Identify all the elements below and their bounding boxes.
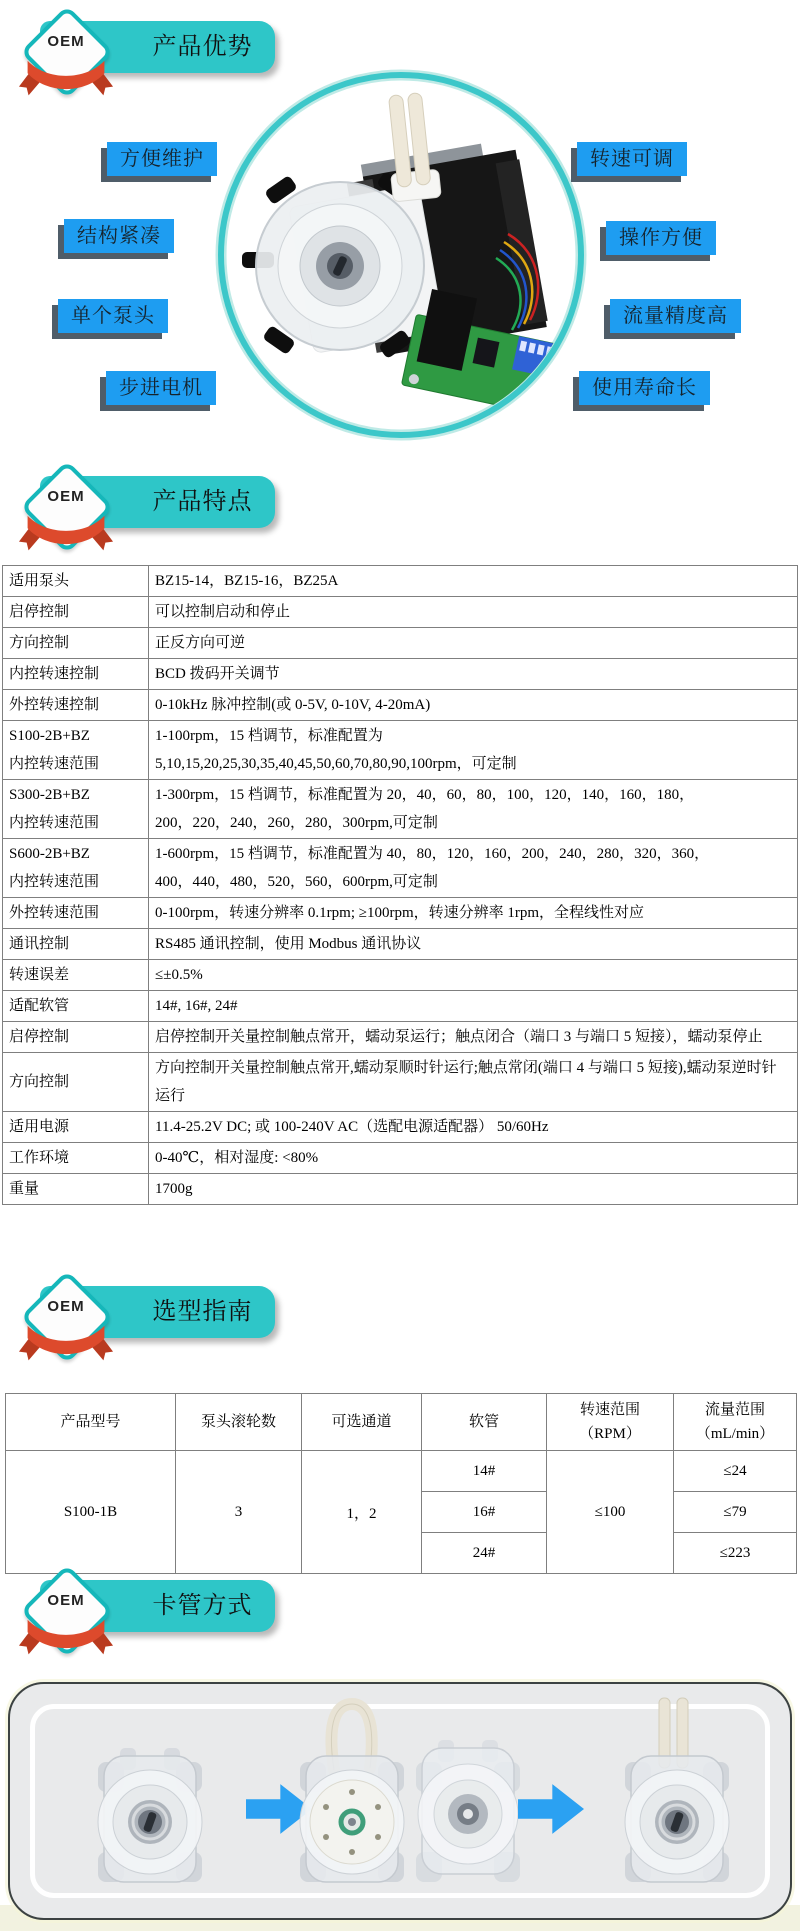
channels-cell: 1，2	[302, 1451, 422, 1574]
rollers-cell: 3	[176, 1451, 302, 1574]
spec-value-cell: 14#, 16#, 24#	[149, 991, 798, 1022]
spec-value-cell: 正反方向可逆	[149, 628, 798, 659]
spec-row	[3, 721, 798, 780]
oem-badge	[18, 1268, 114, 1364]
spec-row	[3, 1112, 798, 1143]
spec-value-cell: 11.4-25.2V DC; 或 100-240V AC（选配电源适配器） 50/60Hz	[149, 1112, 798, 1143]
feature-stepper-motor: 步进电机	[106, 371, 216, 405]
feature-speed-adjustable: 转速可调	[577, 142, 687, 176]
feature-compact-structure: 结构紧凑	[64, 219, 174, 253]
pump-head-step3-illustration	[398, 1692, 538, 1892]
spec-value-cell: 1-100rpm，15 档调节，标准配置为 5,10,15,20,25,30,35,40,45,50,60,70,80,90,100rpm，可定制	[149, 721, 798, 780]
section-header-features	[10, 458, 300, 558]
selection-col-header: 产品型号	[6, 1394, 176, 1451]
oem-badge-label: OEM	[47, 33, 85, 50]
spec-label-cell: S300-2B+BZ 内控转速范围	[3, 780, 149, 839]
oem-badge	[18, 3, 114, 99]
spec-row	[3, 628, 798, 659]
spec-label-cell: 转速误差	[3, 960, 149, 991]
tubing-cell: 24#	[422, 1533, 547, 1574]
spec-label-cell: 工作环境	[3, 1143, 149, 1174]
spec-value-cell: 可以控制启动和停止	[149, 597, 798, 628]
spec-row	[3, 1022, 798, 1053]
section-title: 选型指南	[152, 1298, 253, 1325]
spec-label-cell: 外控转速控制	[3, 690, 149, 721]
spec-row	[3, 1053, 798, 1112]
spec-value-cell: 1700g	[149, 1174, 798, 1205]
feature-single-pump-head: 单个泵头	[58, 299, 168, 333]
spec-label-cell: 通讯控制	[3, 929, 149, 960]
ribbon-icon	[18, 1324, 114, 1364]
tubing-cell: 16#	[422, 1492, 547, 1533]
spec-label-cell: 启停控制	[3, 597, 149, 628]
spec-row	[3, 780, 798, 839]
pump-photo-illustration	[212, 66, 590, 444]
ribbon-icon	[18, 1618, 114, 1658]
flow-range-cell: ≤223	[674, 1533, 797, 1574]
spec-row	[3, 659, 798, 690]
model-cell: S100-1B	[6, 1451, 176, 1574]
oem-badge-label: OEM	[47, 1298, 85, 1315]
section-header-clamping	[10, 1562, 300, 1662]
feature-easy-operation: 操作方便	[606, 221, 716, 255]
spec-label-cell: S600-2B+BZ 内控转速范围	[3, 839, 149, 898]
spec-label-cell: 外控转速范围	[3, 898, 149, 929]
spec-label-cell: 重量	[3, 1174, 149, 1205]
spec-label-cell: 方向控制	[3, 628, 149, 659]
pump-head-step1-illustration	[80, 1692, 220, 1892]
spec-label-cell: 内控转速控制	[3, 659, 149, 690]
flow-range-cell: ≤79	[674, 1492, 797, 1533]
selection-row	[6, 1451, 797, 1492]
spec-row	[3, 690, 798, 721]
spec-value-cell: 方向控制开关量控制触点常开,蠕动泵顺时针运行;触点常闭(端口 4 与端口 5 短接),蠕动泵逆时针运行	[149, 1053, 798, 1112]
flow-range-cell: ≤24	[674, 1451, 797, 1492]
spec-value-cell: BCD 拨码开关调节	[149, 659, 798, 690]
speed-range-cell: ≤100	[547, 1451, 674, 1574]
pump-head-step4-illustration	[607, 1692, 747, 1892]
spec-label-cell: 适用电源	[3, 1112, 149, 1143]
spec-row	[3, 839, 798, 898]
feature-easy-maintenance: 方便维护	[107, 142, 217, 176]
spec-value-cell: 1-600rpm，15 档调节，标准配置为 40，80，120，160，200，240，280，320，360， 400，440，480，520，560，600rpm,可定制	[149, 839, 798, 898]
tubing-cell: 14#	[422, 1451, 547, 1492]
product-photo-circle	[212, 66, 590, 444]
selection-col-header: 软管	[422, 1394, 547, 1451]
feature-flow-accuracy: 流量精度高	[610, 299, 741, 333]
selection-col-header: 泵头滚轮数	[176, 1394, 302, 1451]
selection-table	[5, 1393, 797, 1574]
selection-header-row	[6, 1394, 797, 1451]
spec-value-cell: 0-100rpm，转速分辨率 0.1rpm; ≥100rpm，转速分辨率 1rpm，全程线性对应	[149, 898, 798, 929]
ribbon-icon	[18, 514, 114, 554]
selection-col-header: 可选通道	[302, 1394, 422, 1451]
spec-row	[3, 1143, 798, 1174]
section-title: 产品优势	[152, 33, 253, 60]
selection-col-header: 转速范围 （RPM）	[547, 1394, 674, 1451]
spec-row	[3, 1174, 798, 1205]
section-header-selection	[10, 1268, 300, 1368]
spec-row	[3, 991, 798, 1022]
spec-row	[3, 597, 798, 628]
spec-label-cell: S100-2B+BZ 内控转速范围	[3, 721, 149, 780]
spec-label-cell: 启停控制	[3, 1022, 149, 1053]
oem-badge	[18, 458, 114, 554]
features-spec-table	[2, 565, 798, 1205]
spec-value-cell: 启停控制开关量控制触点常开，蠕动泵运行；触点闭合（端口 3 与端口 5 短接），蠕动泵停止	[149, 1022, 798, 1053]
spec-value-cell: 0-40℃，相对湿度: <80%	[149, 1143, 798, 1174]
oem-badge-label: OEM	[47, 488, 85, 505]
spec-label-cell: 方向控制	[3, 1053, 149, 1112]
oem-badge-label: OEM	[47, 1592, 85, 1609]
ribbon-icon	[18, 59, 114, 99]
spec-row	[3, 898, 798, 929]
spec-value-cell: ≤±0.5%	[149, 960, 798, 991]
spec-label-cell: 适用泵头	[3, 566, 149, 597]
spec-value-cell: BZ15-14，BZ15-16，BZ25A	[149, 566, 798, 597]
selection-col-header: 流量范围 （mL/min）	[674, 1394, 797, 1451]
spec-label-cell: 适配软管	[3, 991, 149, 1022]
feature-long-service-life: 使用寿命长	[579, 371, 710, 405]
spec-row	[3, 566, 798, 597]
section-title: 卡管方式	[152, 1592, 253, 1619]
oem-badge	[18, 1562, 114, 1658]
spec-row	[3, 929, 798, 960]
spec-value-cell: RS485 通讯控制，使用 Modbus 通讯协议	[149, 929, 798, 960]
spec-row	[3, 960, 798, 991]
spec-value-cell: 0-10kHz 脉冲控制(或 0-5V, 0-10V, 4-20mA)	[149, 690, 798, 721]
spec-value-cell: 1-300rpm，15 档调节，标准配置为 20，40，60，80，100，120，140，160，180， 200，220，240，260，280，300rpm,可定制	[149, 780, 798, 839]
section-title: 产品特点	[152, 488, 253, 515]
